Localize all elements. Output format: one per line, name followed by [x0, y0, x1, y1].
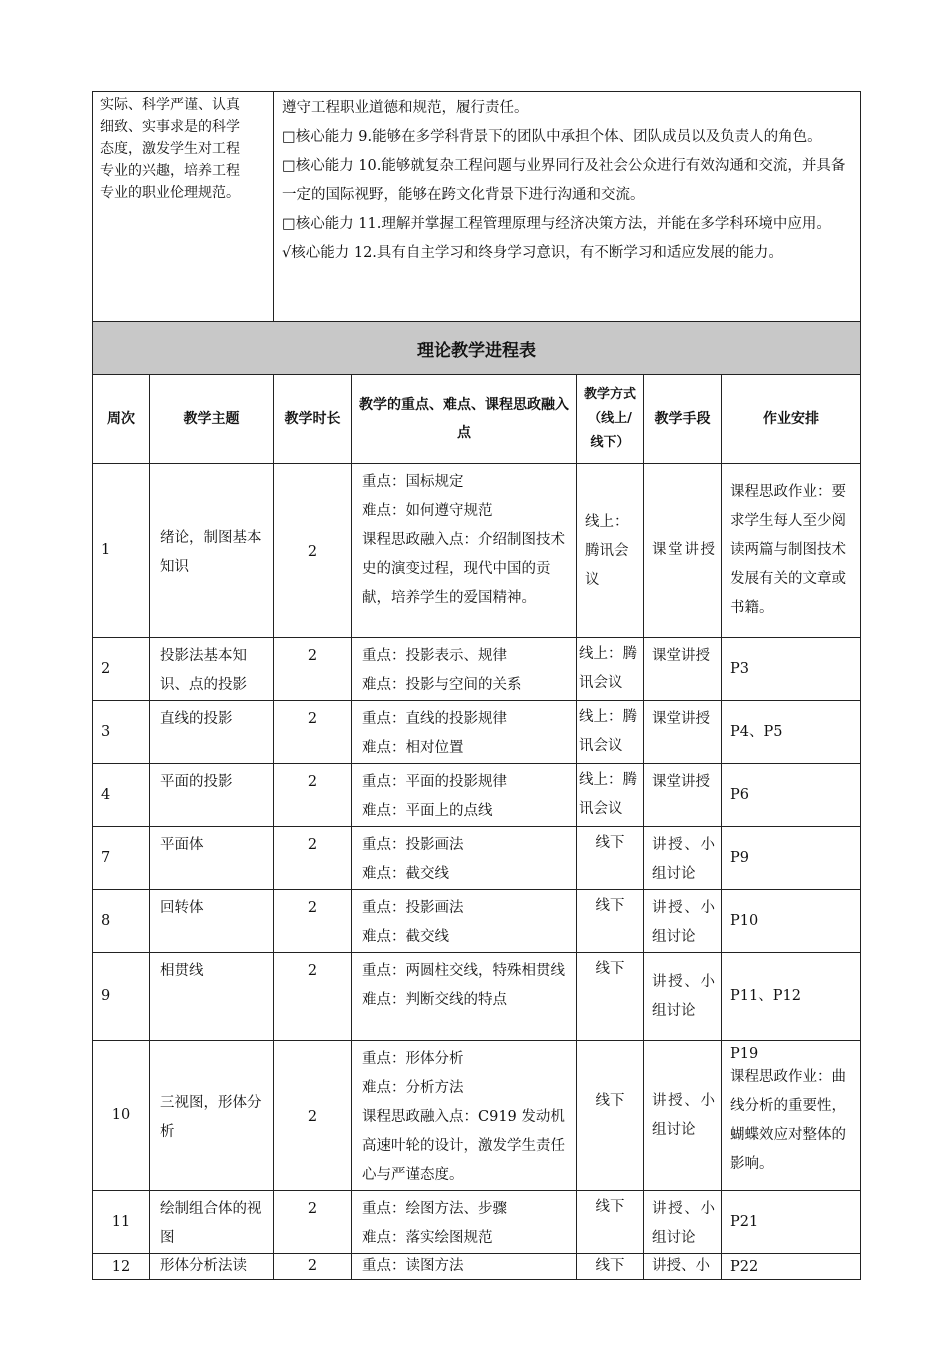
week-cell: 4: [93, 764, 150, 827]
hours-cell: 2: [274, 953, 352, 1041]
header-homework: 作业安排: [722, 375, 861, 464]
key-line: 重点：平面的投影规律: [362, 774, 507, 790]
header-week: 周次: [93, 375, 150, 464]
key-line: 难点：如何遵守规范: [362, 503, 493, 519]
means-cell: 课堂讲授: [644, 464, 722, 638]
topic-cell: 回转体: [150, 890, 274, 953]
key-cell: [352, 953, 577, 1041]
means-cell: 课堂讲授: [644, 701, 722, 764]
key-line: 课程思政融入点：C919 发动机高速叶轮的设计，激发学生责任心与严谨态度。: [362, 1109, 565, 1183]
topic-cell: 绘制组合体的视图: [150, 1191, 274, 1254]
week-cell: 12: [93, 1254, 150, 1280]
key-cell: [352, 464, 577, 638]
hours-cell: 2: [274, 1254, 352, 1280]
week-cell: 7: [93, 827, 150, 890]
table-row: [93, 1254, 861, 1280]
table-row: [93, 827, 861, 890]
table-row: [93, 764, 861, 827]
ability-line: □核心能力 9.能够在多学科背景下的团队中承担个体、团队成员以及负责人的角色。: [282, 129, 822, 145]
objective-line: 专业的兴趣，培养工程: [100, 163, 240, 179]
homework-line: 课程思政作业：曲线分析的重要性，蝴蝶效应对整体的影响。: [730, 1069, 846, 1172]
header-key: [352, 375, 577, 464]
means-cell: 讲授、小: [644, 1254, 722, 1280]
key-line: 重点：投影表示、规律: [362, 648, 507, 664]
means-cell: 讲授、小组讨论: [644, 1041, 722, 1191]
key-cell: [352, 1191, 577, 1254]
week-cell: 2: [93, 638, 150, 701]
key-line: 重点：绘图方法、步骤: [362, 1201, 507, 1217]
topic-cell: 平面体: [150, 827, 274, 890]
key-line: 难点：判断交线的特点: [362, 992, 507, 1008]
header-mode-line: （线上/: [588, 411, 632, 426]
key-line: 难点：平面上的点线: [362, 803, 493, 819]
teaching-schedule-table: [92, 91, 861, 1280]
week-cell: 10: [93, 1041, 150, 1191]
table-row: [93, 1191, 861, 1254]
mode-cell: 线上：腾讯会议: [577, 764, 644, 827]
ability-line: □核心能力 10.能够就复杂工程问题与业界同行及社会公众进行有效沟通和交流，并具备一定的国际视野，能够在跨文化背景下进行沟通和交流。: [282, 158, 846, 203]
key-line: 难点：落实绘图规范: [362, 1230, 493, 1246]
objective-line: 专业的职业伦理规范。: [100, 185, 240, 201]
means-cell: 课堂讲授: [644, 764, 722, 827]
homework-cell: P22: [722, 1254, 861, 1280]
mode-cell: 线下: [577, 890, 644, 953]
table-row: [93, 890, 861, 953]
key-line: 重点：形体分析: [362, 1051, 464, 1067]
means-cell: 讲授、小组讨论: [644, 1191, 722, 1254]
table-row: [93, 638, 861, 701]
key-cell: [352, 638, 577, 701]
homework-cell: P21: [722, 1191, 861, 1254]
header-mode: [577, 375, 644, 464]
hours-cell: 2: [274, 1191, 352, 1254]
header-key-text: 教学的重点、难点、课程思政融入点: [359, 397, 569, 441]
ability-line: □核心能力 11.理解并掌握工程管理原理与经济决策方法，并能在多学科环境中应用。: [282, 216, 831, 232]
objective-text-cell: [93, 92, 274, 322]
key-cell: [352, 701, 577, 764]
week-cell: 1: [93, 464, 150, 638]
means-cell: 讲授、小组讨论: [644, 827, 722, 890]
key-line: 难点：分析方法: [362, 1080, 464, 1096]
homework-cell: [722, 1041, 861, 1191]
mode-cell: 线上：腾讯会议: [577, 638, 644, 701]
key-cell: [352, 1254, 577, 1280]
week-cell: 9: [93, 953, 150, 1041]
mode-cell: 线下: [577, 1254, 644, 1280]
key-cell: [352, 890, 577, 953]
mode-cell: 线下: [577, 827, 644, 890]
section-title: 理论教学进程表: [93, 322, 861, 375]
key-line: 难点：相对位置: [362, 740, 464, 756]
hours-cell: 2: [274, 827, 352, 890]
homework-cell: P4、P5: [722, 701, 861, 764]
table-row: [93, 701, 861, 764]
hours-cell: 2: [274, 638, 352, 701]
key-line: 难点：截交线: [362, 866, 449, 882]
topic-cell: 相贯线: [150, 953, 274, 1041]
key-line: 重点：两圆柱交线，特殊相贯线: [362, 963, 565, 979]
mode-cell: 线下: [577, 1041, 644, 1191]
header-mode-line: 教学方式: [583, 387, 636, 402]
key-line: 难点：截交线: [362, 929, 449, 945]
key-line: 难点：投影与空间的关系: [362, 677, 522, 693]
table-row: [93, 464, 861, 638]
topic-cell: 直线的投影: [150, 701, 274, 764]
mode-cell: 线上：腾讯会议: [577, 464, 644, 638]
hours-cell: 2: [274, 890, 352, 953]
header-mode-line: 线下）: [590, 435, 630, 450]
header-means: 教学手段: [644, 375, 722, 464]
objectives-row: [93, 92, 861, 322]
key-line: 重点：国标规定: [362, 474, 464, 490]
ability-line: 遵守工程职业道德和规范，履行责任。: [282, 100, 529, 116]
key-line: 重点：直线的投影规律: [362, 711, 507, 727]
core-abilities-cell: [274, 92, 861, 322]
mode-cell: 线下: [577, 953, 644, 1041]
objective-line: 实际、科学严谨、认真: [100, 97, 240, 113]
key-cell: [352, 1041, 577, 1191]
homework-cell: P9: [722, 827, 861, 890]
homework-cell: P10: [722, 890, 861, 953]
objective-line: 态度，激发学生对工程: [100, 141, 240, 157]
topic-cell: 形体分析法读: [150, 1254, 274, 1280]
key-line: 重点：投影画法: [362, 837, 464, 853]
key-line: 课程思政融入点：介绍制图技术史的演变过程，现代中国的贡献，培养学生的爱国精神。: [362, 532, 565, 606]
table-row: [93, 953, 861, 1041]
hours-cell: 2: [274, 764, 352, 827]
header-row: [93, 375, 861, 464]
week-cell: 11: [93, 1191, 150, 1254]
key-cell: [352, 827, 577, 890]
week-cell: 8: [93, 890, 150, 953]
mode-cell: 线下: [577, 1191, 644, 1254]
mode-cell: 线上：腾讯会议: [577, 701, 644, 764]
week-cell: 3: [93, 701, 150, 764]
homework-cell: P6: [722, 764, 861, 827]
table-row: [93, 1041, 861, 1191]
homework-cell: 课程思政作业：要求学生每人至少阅读两篇与制图技术发展有关的文章或书籍。: [722, 464, 861, 638]
hours-cell: 2: [274, 464, 352, 638]
key-cell: [352, 764, 577, 827]
ability-line: √核心能力 12.具有自主学习和终身学习意识，有不断学习和适应发展的能力。: [282, 245, 783, 261]
key-line: 重点：投影画法: [362, 900, 464, 916]
topic-cell: 投影法基本知识、点的投影: [150, 638, 274, 701]
header-hours: 教学时长: [274, 375, 352, 464]
topic-cell: 绪论，制图基本知识: [150, 464, 274, 638]
homework-cell: P11、P12: [722, 953, 861, 1041]
key-line: 重点：读图方法: [362, 1258, 464, 1274]
header-topic: 教学主题: [150, 375, 274, 464]
document-page: [92, 91, 860, 1280]
hours-cell: 2: [274, 701, 352, 764]
homework-cell: P3: [722, 638, 861, 701]
topic-cell: 三视图，形体分析: [150, 1041, 274, 1191]
objective-line: 细致、实事求是的科学: [100, 119, 240, 135]
means-cell: 课堂讲授: [644, 638, 722, 701]
hours-cell: 2: [274, 1041, 352, 1191]
homework-line: P19: [730, 1046, 759, 1062]
means-cell: 讲授、小组讨论: [644, 953, 722, 1041]
topic-cell: 平面的投影: [150, 764, 274, 827]
means-cell: 讲授、小组讨论: [644, 890, 722, 953]
